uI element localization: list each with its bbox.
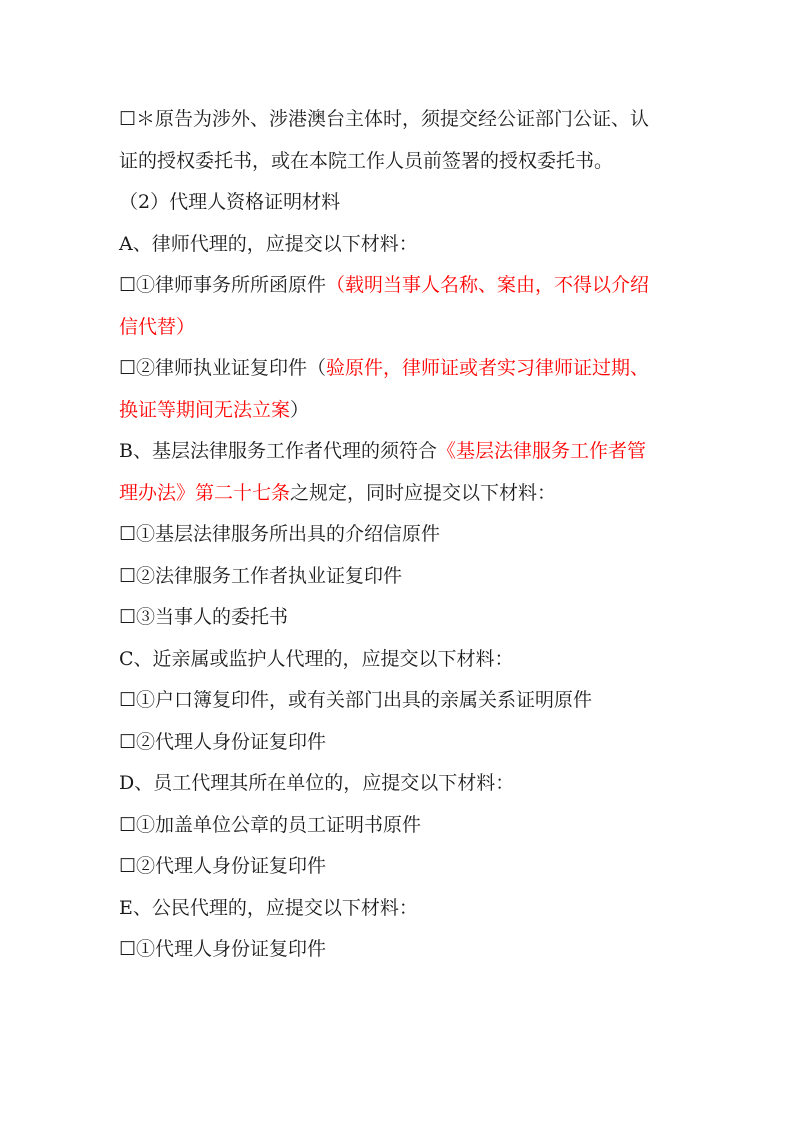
item-b-regulation-cont: 理办法》第二十七条 [119, 482, 291, 504]
item-b-heading-cont [119, 480, 753, 506]
item-c-2 [119, 729, 753, 755]
item-e-heading-text: E、公民代理的，应提交以下材料： [119, 897, 418, 919]
item-b-heading [119, 438, 753, 464]
item-b-2 [119, 563, 753, 589]
line-1 [119, 106, 753, 132]
item-b-heading-cont-text: 之规定，同时应提交以下材料： [290, 482, 557, 504]
item-b-1 [119, 521, 753, 547]
item-b-heading-text: B、基层法律服务工作者代理的须符合 [119, 440, 437, 462]
item-a-heading [119, 231, 753, 257]
item-a-2-close: ） [290, 399, 310, 421]
item-c-heading [119, 646, 753, 672]
item-a-1 [119, 272, 753, 298]
line-1-text: ☐＊原告为涉外、涉港澳台主体时，须提交经公证部门公证、认 [119, 108, 650, 130]
item-e-1 [119, 936, 753, 962]
item-d-2 [119, 853, 753, 879]
section-heading [119, 189, 753, 215]
item-b-2-text: ☐②法律服务工作者执业证复印件 [119, 565, 403, 587]
item-a-1-text: ☐①律师事务所所函原件 [119, 274, 327, 296]
item-c-heading-text: C、近亲属或监护人代理的，应提交以下材料： [119, 648, 514, 670]
item-a-2-note: 验原件，律师证或者实习律师证过期、 [326, 357, 650, 379]
item-d-heading-text: D、员工代理其所在单位的，应提交以下材料： [119, 772, 515, 794]
item-a-1-cont [119, 314, 753, 340]
item-b-3 [119, 604, 753, 630]
item-d-heading [119, 770, 753, 796]
item-a-1-note-cont: 信代替） [119, 316, 196, 338]
line-2 [119, 148, 753, 174]
item-a-2-cont [119, 397, 753, 423]
item-c-1-text: ☐①户口簿复印件，或有关部门出具的亲属关系证明原件 [119, 689, 593, 711]
item-a-2-text: ☐②律师执业证复印件（ [119, 357, 327, 379]
item-c-1 [119, 687, 753, 713]
item-e-1-text: ☐①代理人身份证复印件 [119, 938, 327, 960]
item-a-2 [119, 355, 753, 381]
item-d-1-text: ☐①加盖单位公章的员工证明书原件 [119, 814, 422, 836]
item-d-1 [119, 812, 753, 838]
item-e-heading [119, 895, 753, 921]
line-2-text: 证的授权委托书，或在本院工作人员前签署的授权委托书。 [119, 150, 614, 172]
item-b-1-text: ☐①基层法律服务所出具的介绍信原件 [119, 523, 441, 545]
item-b-3-text: ☐③当事人的委托书 [119, 606, 289, 628]
item-a-heading-text: A、律师代理的，应提交以下材料： [119, 233, 418, 255]
item-a-2-note-cont: 换证等期间无法立案 [119, 399, 291, 421]
item-b-regulation: 《基层法律服务工作者管 [436, 440, 646, 462]
section-heading-text: （2）代理人资格证明材料 [119, 191, 341, 213]
item-a-1-note: （载明当事人名称、案由，不得以介绍 [326, 274, 650, 296]
item-d-2-text: ☐②代理人身份证复印件 [119, 855, 327, 877]
item-c-2-text: ☐②代理人身份证复印件 [119, 731, 327, 753]
